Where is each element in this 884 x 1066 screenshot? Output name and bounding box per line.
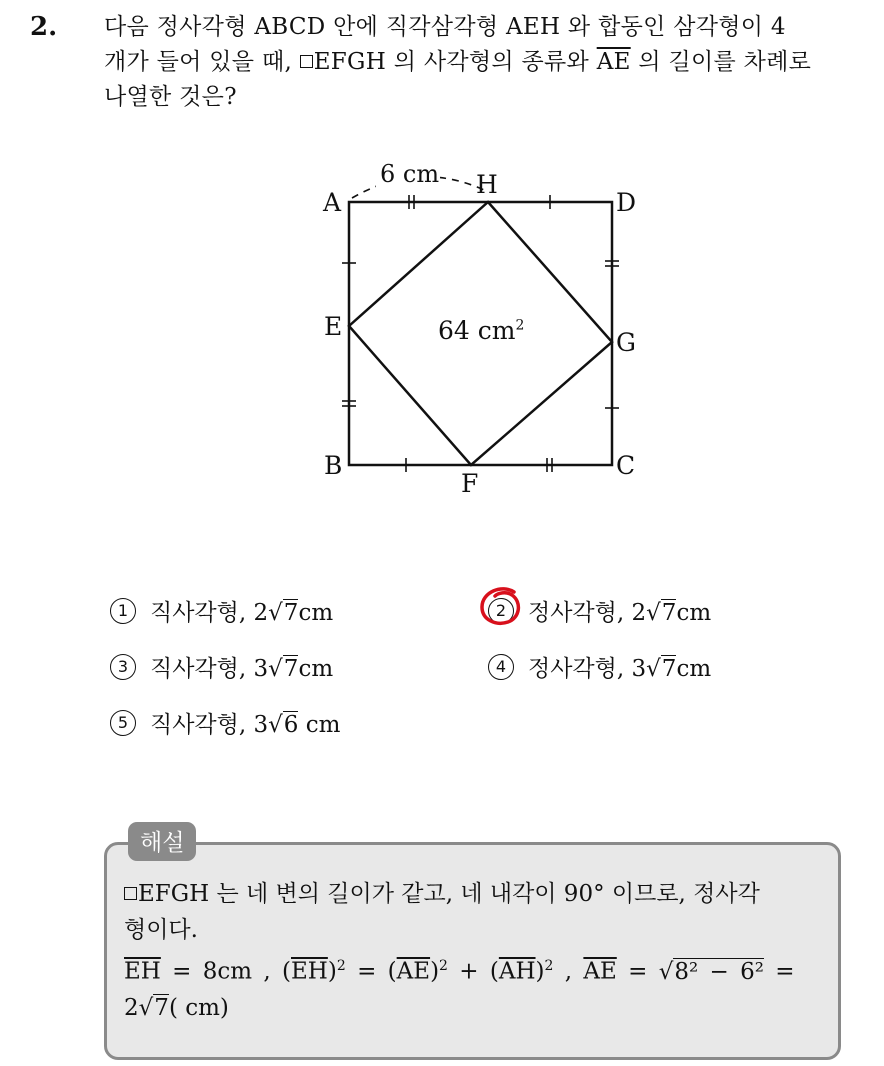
question-number: 2. xyxy=(30,12,58,42)
explanation-tag: 해설 xyxy=(128,822,196,861)
label-c: C xyxy=(616,451,636,480)
label-a: A xyxy=(323,188,342,217)
sqrt-symbol: √7 xyxy=(138,994,169,1021)
option-2[interactable]: 2 정사각형, 2√7cm xyxy=(488,594,711,627)
label-f: F xyxy=(461,469,479,498)
explanation-line-2: 형이다. xyxy=(124,917,198,943)
option-number: 4 xyxy=(488,654,514,680)
option-4[interactable]: 4 정사각형, 3√7cm xyxy=(488,650,711,683)
option-number: 2 xyxy=(488,598,514,624)
explanation-line-4: 2√7( cm) xyxy=(124,990,824,1026)
option-1[interactable]: 1 직사각형, 2√7cm xyxy=(110,594,333,627)
answer-circle-mark-icon xyxy=(478,586,524,628)
label-b: B xyxy=(324,451,343,480)
sqrt-symbol: √7 xyxy=(268,600,299,626)
option-number: 3 xyxy=(110,654,136,680)
explanation-line-1: EFGH 는 네 변의 길이가 같고, 네 내각이 90° 이므로, 정사각 xyxy=(124,876,824,912)
option-number: 5 xyxy=(110,710,136,736)
square-symbol-icon xyxy=(124,887,137,900)
option-5[interactable]: 5 직사각형, 3√6 cm xyxy=(110,706,340,739)
area-label: 64 $cm^2$ xyxy=(438,316,525,345)
explanation-line-3: $\overline{EH} = 8cm$ , $(\overline{EH})^2 = (\overline{AE})^2 + (\overline{AH})^2$ , $\overline{AE} = √8^2 - 6^2$ = xyxy=(124,948,824,990)
question-line-2: 개가 들어 있을 때, EFGH 의 사각형의 종류와 $\overline{AE}$ 의 길이를 차례로 xyxy=(104,49,812,75)
option-number: 1 xyxy=(110,598,136,624)
option-3[interactable]: 3 직사각형, 3√7cm xyxy=(110,650,333,683)
question-line-3: 나열한 것은? xyxy=(104,84,237,110)
sqrt-symbol: √6 xyxy=(268,712,299,738)
label-e: E xyxy=(324,312,343,341)
sqrt-symbol: √7 xyxy=(646,656,677,682)
label-g: G xyxy=(616,328,636,357)
question-line-1: 다음 정사각형 ABCD 안에 직각삼각형 AEH 와 합동인 삼각형이 4 xyxy=(104,14,786,40)
sqrt-symbol: √7 xyxy=(646,600,677,626)
label-h: H xyxy=(476,170,498,199)
sqrt-symbol: √8² − 6² xyxy=(658,958,764,985)
length-label: 6 cm xyxy=(380,160,440,188)
segment-ae: $\overline{AE}$ xyxy=(596,49,631,75)
label-d: D xyxy=(616,188,637,217)
sqrt-symbol: √7 xyxy=(268,656,299,682)
explanation-text xyxy=(124,876,824,1026)
